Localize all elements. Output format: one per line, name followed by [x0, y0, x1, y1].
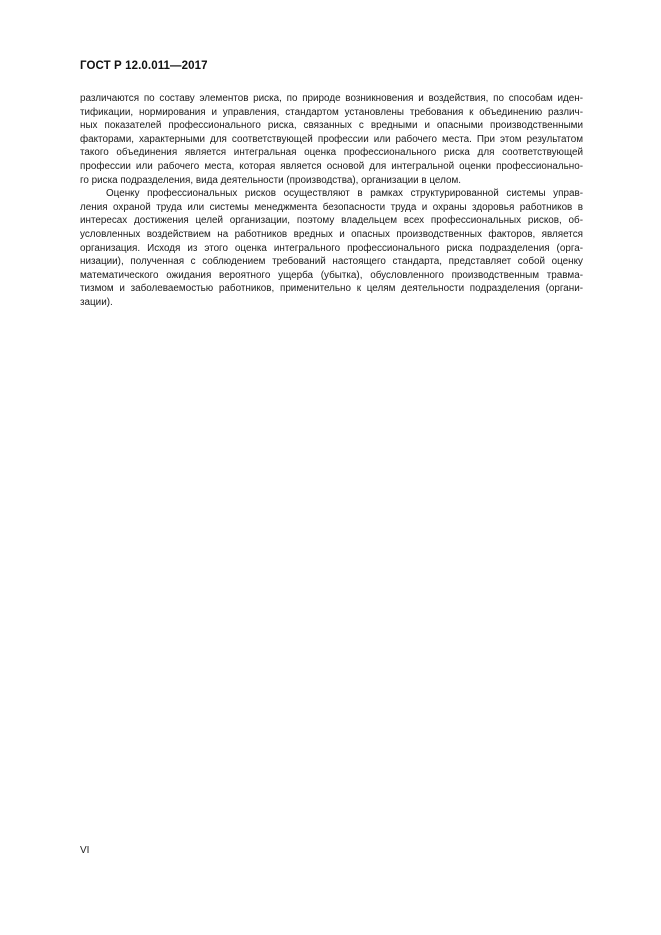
text-line: Оценку профессиональных рисков осуществляют в рамках структурированной системы управ-	[106, 188, 583, 200]
paragraph-2	[80, 187, 583, 309]
text-line: го риска подразделения, вида деятельности (производства), организации в целом.	[80, 174, 461, 186]
text-line: тизмом и заболеваемостью работников, применительно к целям деятельности подразделения (органи-	[80, 283, 583, 295]
text-line: математического ожидания вероятного ущерба (убытка), обусловленного производственным травма-	[80, 269, 583, 281]
document-header-code: ГОСТ Р 12.0.011—2017	[80, 60, 208, 72]
text-line: факторами, характерными для соответствующей профессии или рабочего места. При этом результатом	[80, 133, 583, 145]
text-line: условленных воздействием на работников вредных и опасных производственных факторов, является	[80, 228, 583, 240]
text-line: такого объединения является интегральная оценка профессионального риска для соответствующей	[80, 147, 583, 159]
text-line: низации), полученная с соблюдением требований настоящего стандарта, представляет собой оценку	[80, 256, 583, 268]
text-line: различаются по составу элементов риска, по природе возникновения и воздействия, по способам иден-	[80, 93, 583, 104]
text-line: зации).	[80, 296, 113, 308]
page-number: VI	[80, 845, 90, 856]
text-line: организация. Исходя из этого оценка интегрального профессионального риска подразделения (орга-	[80, 242, 583, 254]
text-line: профессии или рабочего места, которая является основой для интегральной оценки профессионально-	[80, 160, 583, 172]
text-line: ления охраной труда или системы менеджмента безопасности труда и охраны здоровья работников в	[80, 201, 583, 213]
body-text	[80, 92, 583, 310]
text-line: тификации, нормирования и управления, стандартом установлены требования к объединению различ-	[80, 106, 583, 118]
text-line: интересах достижения целей организации, поэтому владельцем всех профессиональных рисков, об-	[80, 215, 583, 227]
paragraph-1	[80, 92, 583, 187]
text-line: ных показателей профессионального риска, связанных с вредными и опасными производственными	[80, 120, 583, 132]
